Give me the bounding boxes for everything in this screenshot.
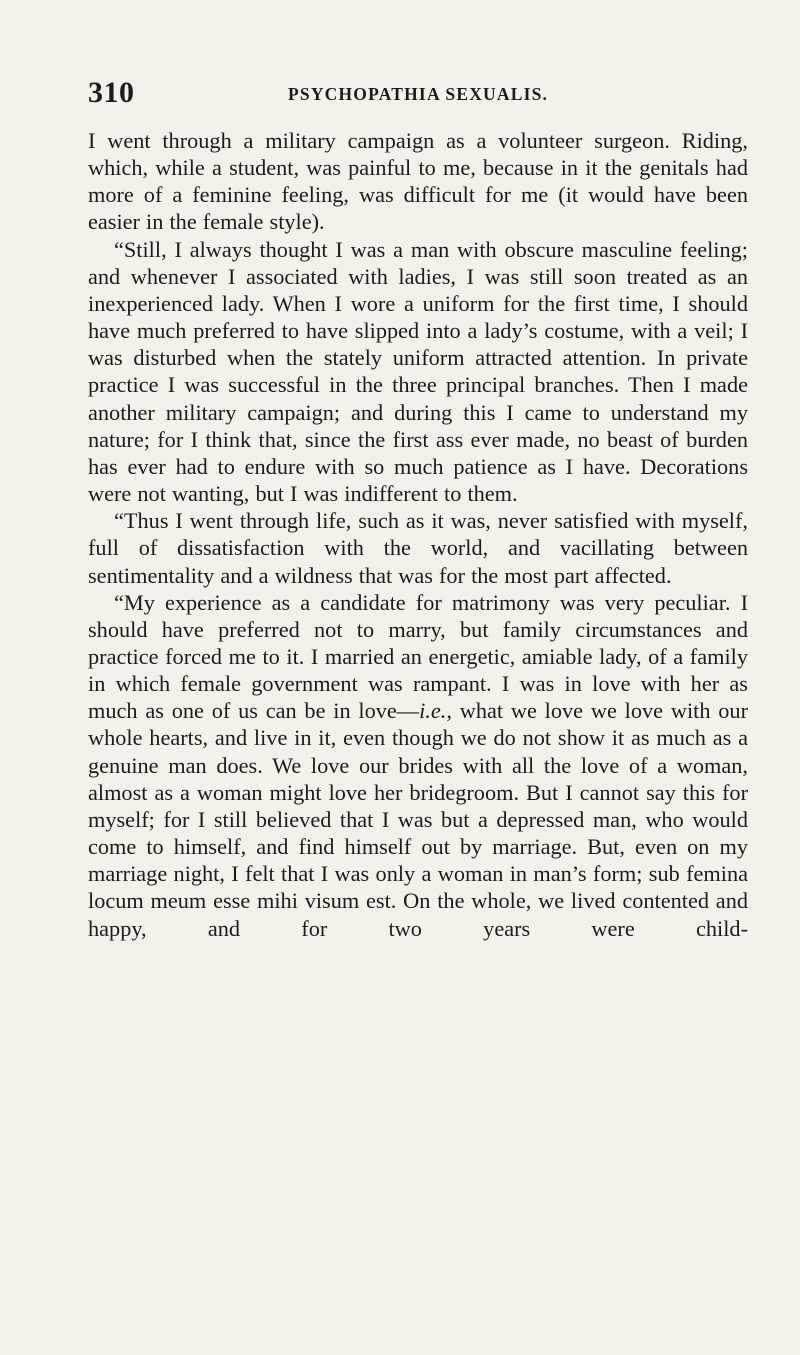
running-title: PSYCHOPATHIA SEXUALIS. [288,84,549,104]
paragraph-1: I went through a military campaign as a volunteer surgeon. Riding, which, while a student, was painful to me, because in it the genitals had more of a feminine feeling, was difficult for me (it would have been easier in the female style). [88,128,748,235]
paragraph-2: “Still, I always thought I was a man with obscure masculine feeling; and whenever I associated with ladies, I was still soon treated as an inexperienced lady. When I wore a uniform for the first time, I should have much preferred to have slipped into a lady’s costume, with a veil; I was disturbed when the stately uniform attracted attention. In private practice I was successful in the three principal branches. Then I made another military campaign; and during this I came to understand my nature; for I think that, since the first ass ever made, no beast of burden has ever had to endure with so much patience as I have. Decorations were not wanting, but I was indifferent to them. [88,236,748,507]
paragraph-4-text-start: “My experience as a candidate for matrimony was very peculiar. I should have preferred not to marry, but family circumstances and practice forced me to it. I married an energetic, amiable lady, of a family in which female government was rampant. I was in love with her as much as one of us can be in love— [88,589,748,724]
paragraph-3: “Thus I went through life, such as it was, never satisfied with myself, full of dissatisfaction with the world, and vacillating between sentimentality and a wildness that was for the most part affected. [88,508,748,588]
page-number: 310 [88,76,135,109]
paragraph-4 [88,589,748,942]
italic-abbreviation: i.e. [419,698,447,724]
paragraph-4-text-end: , what we love we love with our whole hearts, and live in it, even though we do not show it as much as a genuine man does. We love our brides with all the love of a woman, almost as a woman might love her bridegroom. But I cannot say this for myself; for I still believed that I was but a depressed man, who would come to himself, and find himself out by marriage. But, even on my marriage night, I felt that I was only a woman in man’s form; sub femina locum meum esse mihi visum est. On the whole, we lived contented and happy, and for two years were child- [88,698,748,941]
body-text [88,127,748,942]
running-head [88,76,748,116]
